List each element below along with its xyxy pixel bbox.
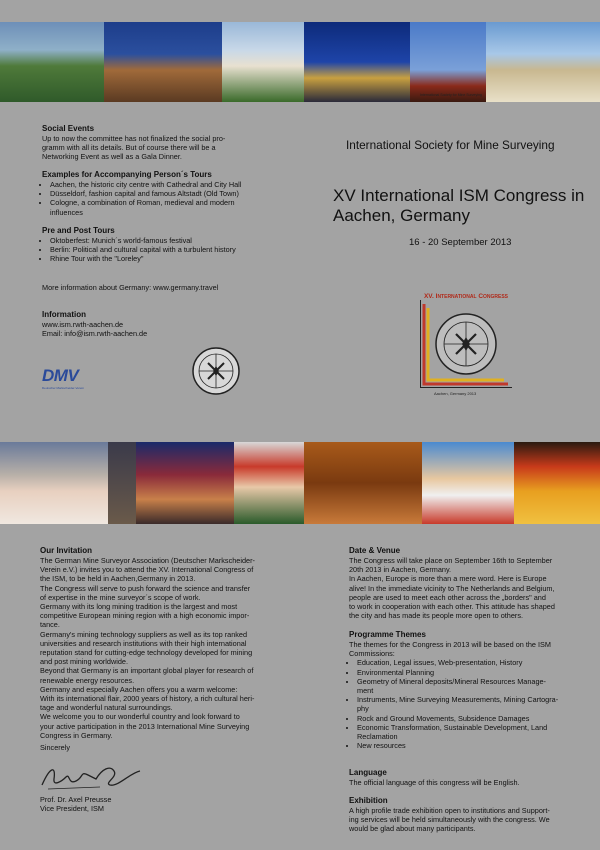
invitation-heading: Our Invitation [40,546,92,555]
themes-section [349,630,599,750]
top-photo-strip [0,22,600,102]
language-text: The official language of this congress will be English. [349,778,520,787]
language-heading: Language [349,768,387,777]
theme-item: • Education, Legal issues, Web-presentation, History [357,658,599,667]
invitation-line: and post mining worldwide. [40,657,129,667]
venue-line: 20th 2013 in Aachen, Germany. [349,565,452,575]
dmv-logo: DMV Deutscher Markscheider-Verein [42,366,85,390]
congress-logo-emblem-icon [420,300,512,388]
photo-shrimp-plate [0,442,108,524]
exhibition-heading: Exhibition [349,796,388,805]
information-section [42,310,242,338]
theme-item: Reclamation [357,732,398,742]
photo-mine-headframe [410,22,486,102]
bottom-photo-strip [0,442,600,524]
photo-oktoberfest-lady [422,442,514,524]
invitation-line: With its international flair, 2000 years of history, a rich cultural heri- [40,694,255,704]
photo-beach-dunes-lighthouse [486,22,600,102]
invitation-line: of expertise in the mine surveyor´s scope of work. [40,592,201,602]
venue-line: the city and has made its people more open to others. [349,611,524,621]
invitation-line: The Congress will serve to push forward the science and transfer [40,583,251,593]
theme-item: ment [357,686,374,696]
signature-icon [40,761,148,791]
venue-line: In Aachen, Europe is more than a mere word. Here is Europe [349,574,547,584]
venue-line: to work in cooperation with each other. This attitude has shaped [349,602,555,612]
social-heading: Social Events [42,124,95,133]
venue-line: alive! In the immediate vicinity to The Netherlands and Belgium, [349,583,555,593]
tours-section [42,170,292,217]
exhibition-line: would be glad about many participants. [349,824,476,834]
theme-item: • Rock and Ground Movements, Subsidence Damages [357,714,599,723]
photo-berliner-kindl-beer [514,442,600,524]
tour-item: • Düsseldorf, fashion capital and famous Altstadt (Old Town) [50,189,292,198]
prepost-heading: Pre and Post Tours [42,226,115,235]
invitation-line: Germany and especially Aachen offers you a warm welcome: [40,684,238,694]
photo-river-valley [0,22,104,102]
photo-gingerbread-hearts [136,442,234,524]
exhibition-line: A high profile trade exhibition open to institutions and Support- [349,806,550,815]
theme-item: • Geometry of Mineral deposits/Mineral Resources Manage- [357,677,599,686]
tour-item: influences [50,207,83,217]
website-link[interactable]: www.ism.rwth-aachen.de [42,320,124,329]
invitation-line: The German Mine Surveyor Association (Deutscher Markscheider- [40,556,255,565]
ism-seal-icon [191,346,241,396]
theme-item: • Instruments, Mine Surveying Measurements, Mining Cartogra- [357,695,599,704]
sincerely-text: Sincerely [40,743,71,752]
invitation-line: Germany's mining technology suppliers as well as its top ranked [40,629,248,639]
org-name: International Society for Mine Surveying [346,138,555,152]
themes-intro: The themes for the Congress in 2013 will be based on the ISM [349,640,551,649]
invitation-line: We welcome you to our wonderful country and look forward to [40,712,240,722]
tours-heading: Examples for Accompanying Person´s Tours [42,170,212,179]
language-section [349,768,599,787]
social-events-section [42,124,282,162]
prepost-item: • Rhine Tour with the "Loreley" [50,254,292,263]
invitation-line: Germany with its long mining tradition is the largest and most [40,602,238,612]
venue-section [349,546,599,620]
invitation-line: reputation stand for cutting-edge technology developed for mining [40,648,253,658]
social-line: Up to now the committee has not finalized the social pro- [42,134,226,143]
congress-dates: 16 - 20 September 2013 [409,237,512,248]
tour-item: • Cologne, a combination of Roman, medieval and modern [50,198,292,207]
signer-block [40,795,111,813]
themes-intro: Commissions: [349,649,395,659]
venue-heading: Date & Venue [349,546,401,555]
prepost-item: • Oktoberfest: Munich´s world-famous festival [50,236,292,245]
venue-line: The Congress will take place on September 16th to September [349,556,553,565]
theme-item: • Economic Transformation, Sustainable Development, Land [357,723,599,732]
photo-market-crowd [108,442,136,524]
signer-name: Prof. Dr. Axel Preusse [40,795,112,804]
themes-heading: Programme Themes [349,630,426,639]
photo-castle-neuschwanstein [222,22,304,102]
prepost-section [42,226,292,264]
exhibition-section [349,796,599,834]
photo-old-town-night [104,22,222,102]
theme-item: phy [357,704,369,714]
photo-brandenburg-gate [304,22,410,102]
invitation-line: renewable energy resources. [40,675,135,685]
social-line: Networking Event as well as a Gala Dinner. [42,152,182,162]
invitation-line: Congress in Germany. [40,730,113,740]
invitation-section [40,546,302,740]
invitation-line: universities and research institutions with their high international [40,638,247,648]
congress-logo: XV. International Congress International Society for Mine Surveying Aachen, Germany 2013 [420,293,512,401]
invitation-line: your active participation in the 2013 International Mine Surveying [40,721,250,731]
photo-garden-gnome [234,442,304,524]
invitation-line: Verein e.V.) invites you to attend the XV. International Congress of [40,565,254,575]
prepost-item: • Berlin: Political and cultural capital with a turbulent history [50,245,292,254]
social-line: gramm with all its details. But of course there will be a [42,143,216,153]
venue-line: people are used to meet each other across the „borders" and [349,592,546,602]
invitation-line: Beyond that Germany is an important global player for research of [40,666,254,676]
exhibition-line: ing services will be held simultaneously with the congress. We [349,815,550,825]
more-info-text: More information about Germany: www.germany.travel [42,283,219,292]
invitation-line: competitive European mining region with a high economic impor- [40,611,250,621]
signer-role: Vice President, ISM [40,804,104,814]
photo-pretzels [304,442,422,524]
congress-title: XV International ISM Congress in Aachen, Germany [333,186,585,225]
theme-item: • Environmental Planning [357,668,599,677]
invitation-line: tance. [40,620,60,630]
invitation-line: tage and wonderful natural surroundings. [40,703,173,713]
invitation-line: the ISM, to be held in Aachen,Germany in 2013. [40,574,196,584]
information-heading: Information [42,310,86,319]
theme-item: • New resources [357,741,599,750]
tour-item: • Aachen, the historic city centre with Cathedral and City Hall [50,180,292,189]
email-link[interactable]: Email: info@ism.rwth-aachen.de [42,329,148,339]
